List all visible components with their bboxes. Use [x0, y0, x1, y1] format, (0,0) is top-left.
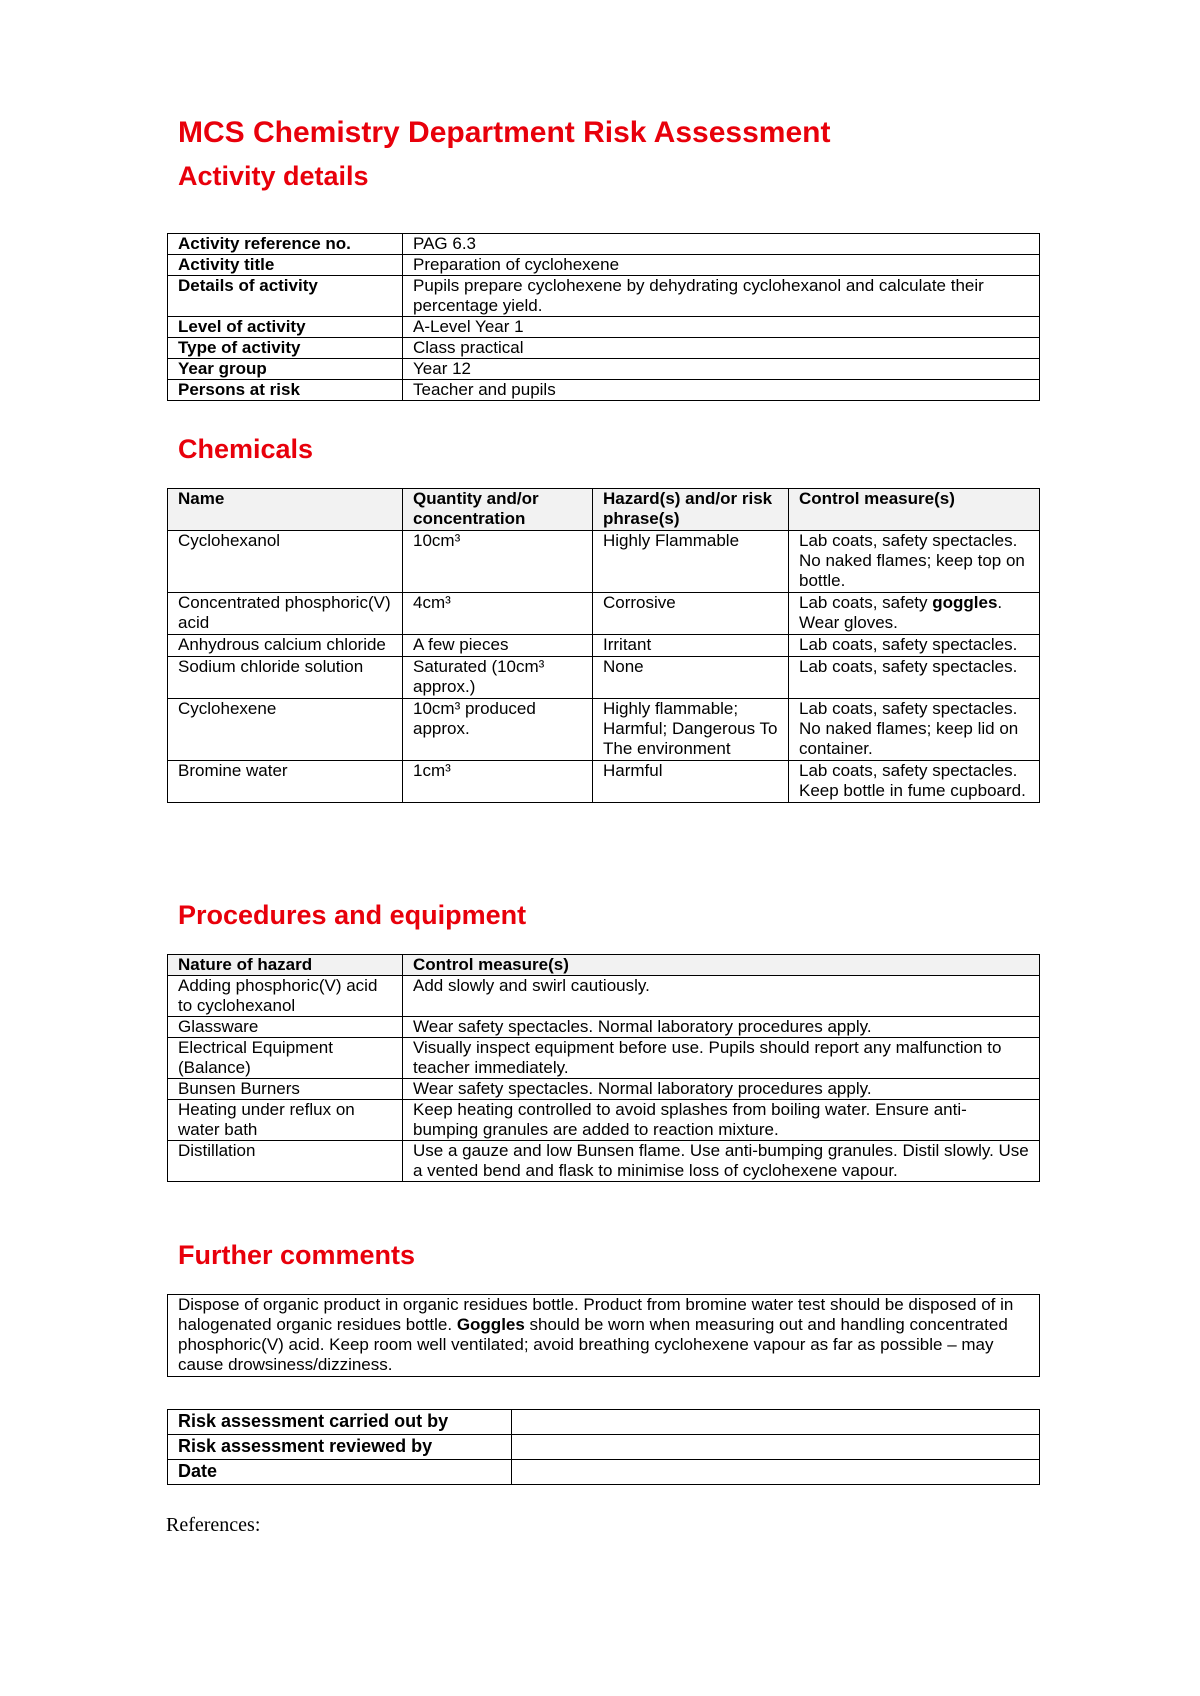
row-label: Type of activity	[168, 338, 403, 359]
comments-table	[167, 1294, 1040, 1377]
page-title: MCS Chemistry Department Risk Assessment	[178, 116, 831, 149]
hazard-name: Heating under reflux on water bath	[168, 1100, 403, 1141]
chemical-name: Sodium chloride solution	[168, 657, 403, 699]
chemical-name: Cyclohexanol	[168, 531, 403, 593]
section-heading-activity: Activity details	[178, 161, 369, 191]
activity-details-table	[167, 233, 1040, 401]
comments-emphasis: Goggles	[456, 1315, 525, 1334]
chemical-name: Cyclohexene	[168, 699, 403, 761]
signoff-field[interactable]	[512, 1435, 1040, 1460]
signoff-field[interactable]	[512, 1410, 1040, 1435]
row-value: Teacher and pupils	[403, 380, 1040, 401]
table-header-row	[168, 489, 1040, 531]
table-row	[168, 1141, 1040, 1182]
hazard-name: Adding phosphoric(V) acid to cyclohexanol	[168, 976, 403, 1017]
column-header: Nature of hazard	[168, 955, 403, 976]
table-row	[168, 338, 1040, 359]
references-label: References:	[166, 1514, 261, 1536]
table-row	[168, 1038, 1040, 1079]
column-header: Hazard(s) and/or risk phrase(s)	[593, 489, 789, 531]
hazard-control: Use a gauze and low Bunsen flame. Use anti-bumping granules. Distil slowly. Use a vented bend and flask to minimise loss of cyclohexene vapour.	[403, 1141, 1040, 1182]
table-row	[168, 1100, 1040, 1141]
section-heading-procedures: Procedures and equipment	[178, 900, 527, 930]
procedures-table	[167, 954, 1040, 1182]
chemical-control: Lab coats, safety spectacles.	[789, 657, 1040, 699]
row-value: Preparation of cyclohexene	[403, 255, 1040, 276]
hazard-control: Keep heating controlled to avoid splashes from boiling water. Ensure anti-bumping granules are added to reaction mixture.	[403, 1100, 1040, 1141]
row-value: Year 12	[403, 359, 1040, 380]
table-row	[168, 1460, 1040, 1485]
hazard-name: Bunsen Burners	[168, 1079, 403, 1100]
control-emphasis: goggles	[932, 593, 998, 612]
comments-text	[168, 1295, 1040, 1377]
hazard-name: Glassware	[168, 1017, 403, 1038]
chemical-hazard: Corrosive	[593, 593, 789, 635]
hazard-control: Wear safety spectacles. Normal laboratory procedures apply.	[403, 1079, 1040, 1100]
chemical-hazard: Highly Flammable	[593, 531, 789, 593]
table-row	[168, 531, 1040, 593]
table-row	[168, 1410, 1040, 1435]
column-header: Control measure(s)	[403, 955, 1040, 976]
chemical-quantity: A few pieces	[403, 635, 593, 657]
signoff-label: Risk assessment carried out by	[168, 1410, 512, 1435]
column-header: Name	[168, 489, 403, 531]
table-header-row	[168, 955, 1040, 976]
signoff-field[interactable]	[512, 1460, 1040, 1485]
table-row	[168, 359, 1040, 380]
table-row	[168, 234, 1040, 255]
chemical-hazard: Harmful	[593, 761, 789, 803]
table-row	[168, 380, 1040, 401]
chemical-name: Bromine water	[168, 761, 403, 803]
signoff-label: Date	[168, 1460, 512, 1485]
hazard-name: Electrical Equipment (Balance)	[168, 1038, 403, 1079]
row-label: Activity title	[168, 255, 403, 276]
table-row	[168, 1017, 1040, 1038]
chemical-quantity: 10cm³ produced approx.	[403, 699, 593, 761]
chemical-control: Lab coats, safety spectacles. No naked flames; keep lid on container.	[789, 699, 1040, 761]
chemical-hazard: Highly flammable; Harmful; Dangerous To The environment	[593, 699, 789, 761]
table-row	[168, 1295, 1040, 1377]
row-label: Year group	[168, 359, 403, 380]
table-row	[168, 593, 1040, 635]
signoff-table	[167, 1409, 1040, 1485]
chemical-control: Lab coats, safety spectacles. Keep bottle in fume cupboard.	[789, 761, 1040, 803]
row-value: PAG 6.3	[403, 234, 1040, 255]
table-row	[168, 761, 1040, 803]
row-label: Activity reference no.	[168, 234, 403, 255]
chemical-quantity: 1cm³	[403, 761, 593, 803]
hazard-control: Wear safety spectacles. Normal laboratory procedures apply.	[403, 1017, 1040, 1038]
hazard-control: Visually inspect equipment before use. Pupils should report any malfunction to teacher immediately.	[403, 1038, 1040, 1079]
table-row	[168, 1079, 1040, 1100]
hazard-control: Add slowly and swirl cautiously.	[403, 976, 1040, 1017]
row-label: Level of activity	[168, 317, 403, 338]
chemicals-table	[167, 488, 1040, 803]
table-row	[168, 255, 1040, 276]
column-header: Quantity and/or concentration	[403, 489, 593, 531]
chemical-name: Anhydrous calcium chloride	[168, 635, 403, 657]
hazard-name: Distillation	[168, 1141, 403, 1182]
table-row	[168, 1435, 1040, 1460]
control-text: . Wear gloves.	[799, 593, 1003, 632]
row-value: A-Level Year 1	[403, 317, 1040, 338]
column-header: Control measure(s)	[789, 489, 1040, 531]
comments-part: should be worn when measuring out and handling concentrated phosphoric(V) acid. Keep room well ventilated; avoid breathing cyclohexene vapour as far as possible – may cause drowsiness/dizziness.	[178, 1315, 1008, 1374]
row-value: Class practical	[403, 338, 1040, 359]
table-row	[168, 657, 1040, 699]
table-row	[168, 976, 1040, 1017]
comments-part: Dispose of organic product in organic residues bottle. Product from bromine water test should be disposed of in halogenated organic residues bottle.	[178, 1295, 1014, 1334]
control-text: Lab coats, safety	[799, 593, 933, 612]
signoff-label: Risk assessment reviewed by	[168, 1435, 512, 1460]
chemical-quantity: 10cm³	[403, 531, 593, 593]
table-row	[168, 635, 1040, 657]
chemical-hazard: None	[593, 657, 789, 699]
table-row	[168, 699, 1040, 761]
chemical-quantity: 4cm³	[403, 593, 593, 635]
row-value: Pupils prepare cyclohexene by dehydrating cyclohexanol and calculate their percentage yield.	[403, 276, 1040, 317]
table-row	[168, 317, 1040, 338]
chemical-control	[789, 593, 1040, 635]
chemical-hazard: Irritant	[593, 635, 789, 657]
chemical-name: Concentrated phosphoric(V) acid	[168, 593, 403, 635]
chemical-control: Lab coats, safety spectacles.	[789, 635, 1040, 657]
section-heading-comments: Further comments	[178, 1240, 416, 1270]
chemical-quantity: Saturated (10cm³ approx.)	[403, 657, 593, 699]
row-label: Details of activity	[168, 276, 403, 317]
table-row	[168, 276, 1040, 317]
row-label: Persons at risk	[168, 380, 403, 401]
chemical-control: Lab coats, safety spectacles. No naked flames; keep top on bottle.	[789, 531, 1040, 593]
section-heading-chemicals: Chemicals	[178, 434, 314, 464]
